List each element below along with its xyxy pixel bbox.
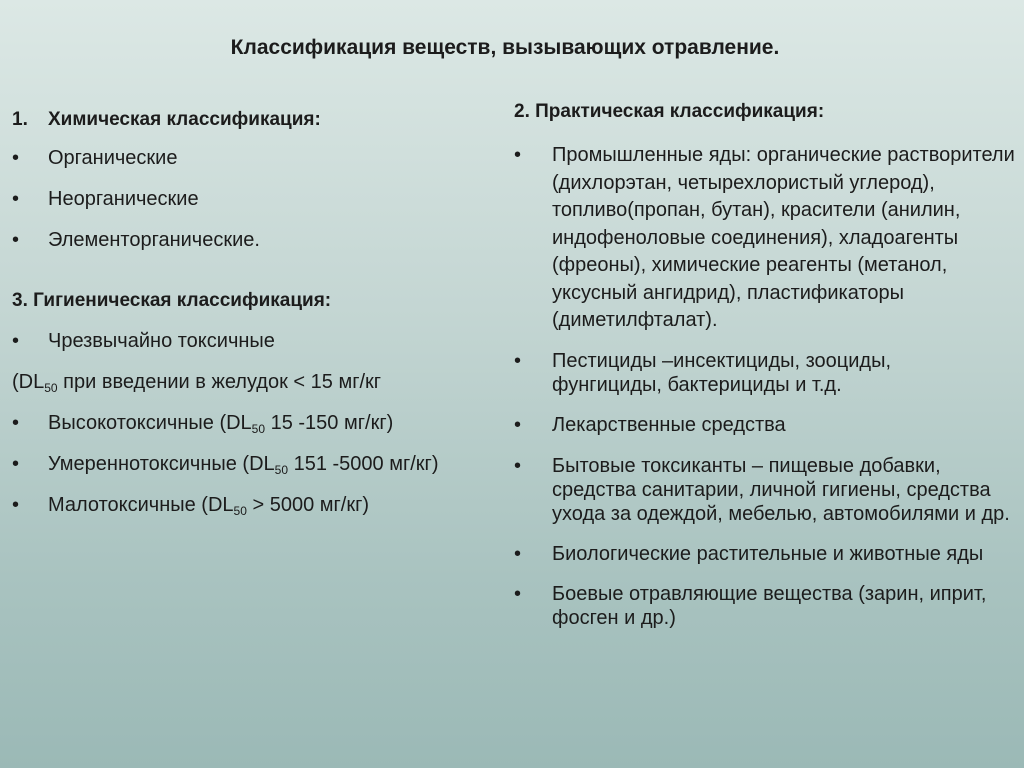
list-item <box>514 349 972 397</box>
list-item-text: Боевые отравляющие вещества (зарин, иприт, фосген и др.) <box>552 582 987 629</box>
bullet-icon: • <box>12 147 20 169</box>
list-item-text: Неорганические <box>48 188 199 210</box>
list-item <box>12 228 507 252</box>
bullet-icon: • <box>12 412 20 434</box>
list-item-text: 151 -5000 мг/кг) <box>288 453 439 475</box>
list-item <box>12 146 507 170</box>
chemical-heading-text: Химическая классификация: <box>48 109 321 130</box>
list-item <box>12 411 507 435</box>
right-column <box>514 100 1019 630</box>
list-item-text: Малотоксичные (DL <box>48 494 234 516</box>
bullet-icon: • <box>12 494 20 516</box>
list-item <box>12 329 507 353</box>
bullet-icon: • <box>12 453 20 475</box>
dl-label: (DL <box>12 371 45 393</box>
page-title: Классификация веществ, вызывающих отравление. <box>230 36 780 59</box>
list-item <box>514 582 992 630</box>
list-item-text: Элементорганические. <box>48 229 260 251</box>
chemical-number: 1. <box>12 109 28 130</box>
bullet-icon: • <box>12 229 20 251</box>
list-item-text: Органические <box>48 147 178 169</box>
bullet-icon: • <box>514 413 522 436</box>
list-item-text: Биологические растительные и животные яды <box>552 542 984 565</box>
list-item-text: > 5000 мг/кг) <box>246 494 370 516</box>
list-item-text: Промышленные яды: органические растворители (дихлорэтан, четырехлористый углерод), топливо(пропан, бутан), красители (анилин, индофеноловые соединения), хладоагенты (фреоны), химические реагенты (метанол, уксусный ангидрид), пластификаторы (диметилфталат). <box>552 144 1015 331</box>
list-item <box>514 413 1019 437</box>
list-item <box>12 493 507 517</box>
hygienic-heading: 3. Гигиеническая классификация: <box>12 290 332 311</box>
list-item-text: при введении в желудок < 15 мг/кг <box>57 371 382 393</box>
list-item-text: Чрезвычайно токсичные <box>48 330 275 352</box>
list-item-text: Высокотоксичные (DL <box>48 412 252 434</box>
list-item-text: 15 -150 мг/кг) <box>265 412 394 434</box>
subscript-50: 50 <box>233 504 247 518</box>
bullet-icon: • <box>514 542 522 565</box>
list-item-text: Лекарственные средства <box>552 413 786 436</box>
subscript-50: 50 <box>44 381 58 395</box>
list-item-text: Умереннотоксичные (DL <box>48 453 275 475</box>
list-item <box>12 452 507 476</box>
left-column <box>12 108 507 517</box>
bullet-icon: • <box>514 582 522 605</box>
list-item <box>12 187 507 211</box>
list-item-dl50-note <box>12 370 507 394</box>
bullet-icon: • <box>514 454 522 477</box>
list-item <box>514 142 1024 335</box>
practical-heading: 2. Практическая классификация: <box>514 101 825 122</box>
subscript-50: 50 <box>274 463 289 477</box>
list-item-text: Бытовые токсиканты – пищевые добавки, средства санитарии, личной гигиены, средства ухода за одеждой, мебелью, автомобилями и др. <box>552 454 1010 525</box>
bullet-icon: • <box>514 349 522 372</box>
bullet-icon: • <box>12 188 20 210</box>
list-item-text: Пестициды –инсектициды, зооциды, фунгициды, бактерициды и т.д. <box>552 349 892 396</box>
list-item <box>514 454 1012 526</box>
list-item <box>514 542 1022 566</box>
subscript-50: 50 <box>251 422 266 436</box>
bullet-icon: • <box>12 330 20 352</box>
bullet-icon: • <box>514 144 522 166</box>
chemical-heading <box>12 108 507 132</box>
